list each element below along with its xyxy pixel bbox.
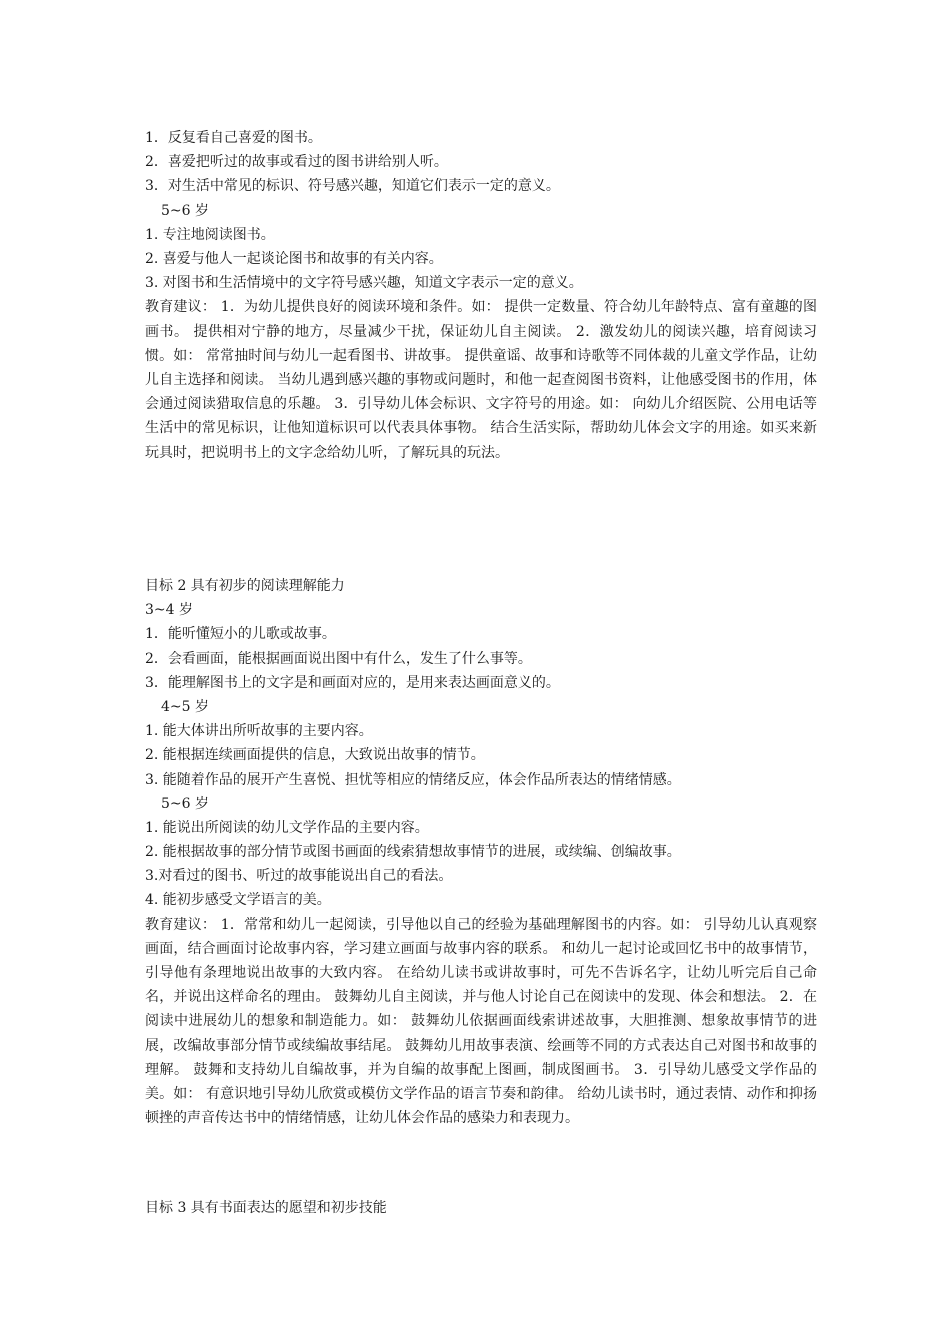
goal1-item-3: 3．对生活中常见的标识、符号感兴趣，知道它们表示一定的意义。 [145, 178, 560, 195]
goal2-5-6-item-4: 4. 能初步感受文学语言的美。 [145, 892, 331, 909]
goal2-section [145, 574, 817, 1130]
goal1-age-heading-5-6: 5~6 岁 [161, 202, 209, 219]
goal2-age-heading-3-4: 3~4 岁 [145, 602, 193, 619]
goal2-5-6-item-2: 2. 能根据故事的部分情节或图书画面的线索猜想故事情节的进展，或续编、创编故事。 [145, 844, 681, 861]
goal2-education-advice: 教育建议： 1．常常和幼儿一起阅读，引导他以自己的经验为基础理解图书的内容。如： 引导幼儿认真观察画面，结合画面讨论故事内容，学习建立画面与故事内容的联系。 和幼儿一起讨论或回忆书中的故事情节，引导他有条理地说出故事的大致内容。 在给幼儿读书或讲故事时，可先不告诉名字，让幼儿听完后自己命名，并说出这样命名的理由。 鼓舞幼儿自主阅读，并与他人讨论自己在阅读中的发现、体会和想法。 2．在阅读中进展幼儿的想象和制造能力。如： 鼓舞幼儿依据画面线索讲述故事，大胆推测、想象故事情节的进展，改编故事部分情节或续编故事结尾。 鼓舞幼儿用故事表演、绘画等不同的方式表达自己对图书和故事的理解。 鼓舞和支持幼儿自编故事，并为自编的故事配上图画，制成图画书。 3．引导幼儿感受文学作品的美。如： 有意识地引导幼儿欣赏或模仿文学作品的语言节奏和韵律。 给幼儿读书时，通过表情、动作和抑扬顿挫的声音传达书中的情绪情感，让幼儿体会作品的感染力和表现力。 [145, 916, 817, 1127]
goal2-3-4-item-2: 2．会看画面，能根据画面说出图中有什么，发生了什么事等。 [145, 650, 532, 667]
goal2-3-4-item-3: 3．能理解图书上的文字是和画面对应的，是用来表达画面意义的。 [145, 674, 560, 691]
goal2-3-4-item-1: 1．能听懂短小的儿歌或故事。 [145, 626, 336, 643]
goal2-4-5-item-3: 3. 能随着作品的展开产生喜悦、担忧等相应的情绪反应，体会作品所表达的情绪情感。 [145, 771, 681, 788]
goal1-education-advice: 教育建议： 1．为幼儿提供良好的阅读环境和条件。如： 提供一定数量、符合幼儿年龄特点、富有童趣的图画书。 提供相对宁静的地方，尽量减少干扰，保证幼儿自主阅读。 2．激发幼儿的阅读兴趣，培育阅读习惯。如： 常常抽时间与幼儿一起看图书、讲故事。 提供童谣、故事和诗歌等不同体裁的儿童文学作品，让幼儿自主选择和阅读。 当幼儿遇到感兴趣的事物或问题时，和他一起查阅图书资料，让他感受图书的作用，体会通过阅读猎取信息的乐趣。 3．引导幼儿体会标识、文字符号的用途。如： 向幼儿介绍医院、公用电话等生活中的常见标识，让他知道标识可以代表具体事物。 结合生活实际，帮助幼儿体会文字的用途。如买来新玩具时，把说明书上的文字念给幼儿听，了解玩具的玩法。 [145, 299, 817, 461]
goal1-5-6-item-1: 1. 专注地阅读图书。 [145, 226, 275, 243]
goal1-section [145, 126, 817, 465]
goal1-item-2: 2．喜爱把听过的故事或看过的图书讲给别人听。 [145, 154, 448, 171]
goal3-title: 目标 3 具有书面表达的愿望和初步技能 [145, 1200, 387, 1216]
goal2-title: 目标 2 具有初步的阅读理解能力 [145, 578, 345, 594]
goal1-5-6-item-3: 3. 对图书和生活情境中的文字符号感兴趣，知道文字表示一定的意义。 [145, 275, 583, 292]
goal2-5-6-item-3: 3.对看过的图书、听过的故事能说出自己的看法。 [145, 868, 453, 885]
goal2-5-6-item-1: 1. 能说出所阅读的幼儿文学作品的主要内容。 [145, 819, 429, 836]
goal1-item-1: 1．反复看自己喜爱的图书。 [145, 130, 322, 146]
goal2-age-heading-4-5: 4~5 岁 [161, 698, 209, 715]
goal3-section [145, 1196, 817, 1220]
goal2-age-heading-5-6: 5~6 岁 [161, 795, 209, 812]
goal2-4-5-item-2: 2. 能根据连续画面提供的信息，大致说出故事的情节。 [145, 747, 485, 764]
goal1-5-6-item-2: 2. 喜爱与他人一起谈论图书和故事的有关内容。 [145, 250, 443, 267]
goal2-4-5-item-1: 1. 能大体讲出所听故事的主要内容。 [145, 723, 373, 740]
